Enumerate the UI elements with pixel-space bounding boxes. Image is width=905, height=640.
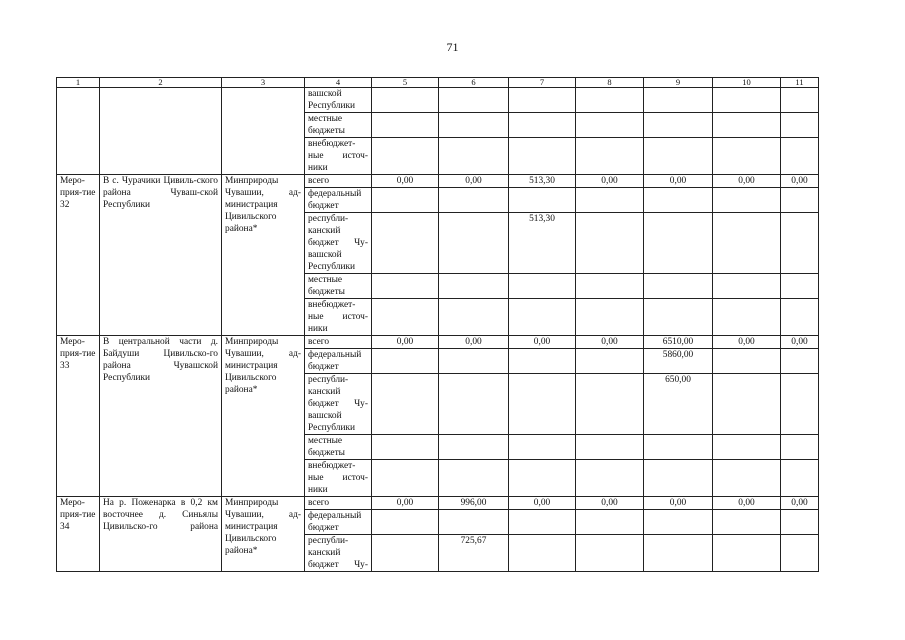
value-cell <box>439 510 509 535</box>
value-cell <box>439 113 509 138</box>
page-number: 71 <box>446 40 459 54</box>
measure-label-cell: Меро-прия-тие 32 <box>57 175 100 336</box>
value-cell <box>372 138 439 175</box>
measure-executor-cell: Минприроды Чувашии, ад-министрация Цивильского района* <box>222 497 305 572</box>
value-cell <box>781 510 819 535</box>
value-cell <box>713 188 781 213</box>
value-cell <box>439 435 509 460</box>
value-cell <box>781 299 819 336</box>
value-cell <box>372 299 439 336</box>
value-cell <box>372 535 439 572</box>
value-cell <box>576 460 644 497</box>
value-cell <box>509 138 576 175</box>
value-cell <box>439 349 509 374</box>
value-cell <box>781 274 819 299</box>
funding-source-cell: федеральный бюджет <box>305 349 372 374</box>
value-cell: 0,00 <box>576 336 644 349</box>
value-cell <box>509 510 576 535</box>
budget-table <box>56 77 819 572</box>
value-cell: 513,30 <box>509 213 576 274</box>
value-cell <box>713 435 781 460</box>
value-cell: 0,00 <box>439 336 509 349</box>
column-number: 1 <box>57 78 100 88</box>
value-cell <box>644 213 713 274</box>
value-cell <box>509 435 576 460</box>
value-cell <box>439 188 509 213</box>
funding-source-cell: местные бюджеты <box>305 435 372 460</box>
value-cell: 0,00 <box>439 175 509 188</box>
funding-source-cell: республи-канский бюджет Чу-вашской Республики <box>305 374 372 435</box>
funding-source-cell: всего <box>305 497 372 510</box>
funding-source-cell: республи-канский бюджет Чу- <box>305 535 372 572</box>
value-cell <box>781 138 819 175</box>
value-cell <box>372 374 439 435</box>
value-cell <box>372 435 439 460</box>
funding-source-cell: местные бюджеты <box>305 274 372 299</box>
value-cell <box>509 113 576 138</box>
value-cell <box>372 510 439 535</box>
funding-source-cell: всего <box>305 336 372 349</box>
value-cell <box>713 213 781 274</box>
value-cell <box>576 188 644 213</box>
value-cell <box>713 138 781 175</box>
value-cell <box>509 374 576 435</box>
value-cell <box>439 299 509 336</box>
value-cell <box>644 188 713 213</box>
value-cell <box>576 349 644 374</box>
value-cell: 0,00 <box>509 336 576 349</box>
funding-source-cell: республи-канский бюджет Чу-вашской Республики <box>305 213 372 274</box>
value-cell: 0,00 <box>644 175 713 188</box>
measure-label-cell: Меро-прия-тие 33 <box>57 336 100 497</box>
value-cell: 0,00 <box>713 336 781 349</box>
value-cell <box>781 88 819 113</box>
value-cell <box>713 510 781 535</box>
column-number: 4 <box>305 78 372 88</box>
value-cell <box>576 213 644 274</box>
column-number-row <box>57 78 819 88</box>
value-cell <box>781 535 819 572</box>
value-cell <box>713 349 781 374</box>
value-cell <box>713 113 781 138</box>
value-cell <box>576 510 644 535</box>
measure-executor-cell: Минприроды Чувашии, ад-министрация Цивильского района* <box>222 175 305 336</box>
value-cell <box>576 535 644 572</box>
value-cell <box>781 374 819 435</box>
funding-source-cell: федеральный бюджет <box>305 510 372 535</box>
value-cell: 725,67 <box>439 535 509 572</box>
value-cell <box>439 138 509 175</box>
value-cell <box>781 113 819 138</box>
value-cell <box>576 113 644 138</box>
value-cell <box>713 460 781 497</box>
funding-source-cell: местные бюджеты <box>305 113 372 138</box>
column-number: 8 <box>576 78 644 88</box>
column-number: 2 <box>100 78 222 88</box>
value-cell: 650,00 <box>644 374 713 435</box>
measure-executor-cell: Минприроды Чувашии, ад-министрация Цивильского района* <box>222 336 305 497</box>
value-cell <box>509 460 576 497</box>
measure-description-cell: На р. Поженарка в 0,2 км восточнее д. Синьялы Цивильско-го района <box>100 497 222 572</box>
value-cell: 513,30 <box>509 175 576 188</box>
funding-source-cell: всего <box>305 175 372 188</box>
value-cell <box>644 299 713 336</box>
value-cell: 0,00 <box>372 497 439 510</box>
description-cell <box>100 88 222 175</box>
value-cell <box>509 88 576 113</box>
table-body <box>57 88 819 572</box>
value-cell <box>644 138 713 175</box>
value-cell <box>576 374 644 435</box>
value-cell <box>644 510 713 535</box>
value-cell <box>576 274 644 299</box>
column-number: 6 <box>439 78 509 88</box>
value-cell: 0,00 <box>509 497 576 510</box>
value-cell <box>644 460 713 497</box>
funding-source-cell: внебюджет-ные источ-ники <box>305 460 372 497</box>
value-cell <box>372 213 439 274</box>
value-cell: 0,00 <box>372 336 439 349</box>
value-cell <box>372 274 439 299</box>
value-cell <box>439 374 509 435</box>
value-cell <box>509 188 576 213</box>
value-cell: 0,00 <box>781 175 819 188</box>
value-cell: 0,00 <box>372 175 439 188</box>
table-row <box>57 88 819 113</box>
value-cell: 0,00 <box>713 175 781 188</box>
value-cell <box>372 460 439 497</box>
value-cell: 0,00 <box>713 497 781 510</box>
value-cell <box>644 88 713 113</box>
column-number: 7 <box>509 78 576 88</box>
table-row <box>57 175 819 188</box>
value-cell <box>713 374 781 435</box>
value-cell <box>644 274 713 299</box>
value-cell: 0,00 <box>576 497 644 510</box>
value-cell <box>576 138 644 175</box>
column-number: 5 <box>372 78 439 88</box>
value-cell <box>509 535 576 572</box>
value-cell <box>509 349 576 374</box>
column-number: 3 <box>222 78 305 88</box>
value-cell <box>509 274 576 299</box>
table-row <box>57 497 819 510</box>
value-cell: 0,00 <box>644 497 713 510</box>
value-cell <box>372 188 439 213</box>
column-number: 10 <box>713 78 781 88</box>
funding-source-cell: федеральный бюджет <box>305 188 372 213</box>
value-cell <box>644 535 713 572</box>
value-cell <box>509 299 576 336</box>
measure-description-cell: В центральной части д. Байдуши Цивильско-го района Чувашской Республики <box>100 336 222 497</box>
value-cell <box>439 460 509 497</box>
measure-description-cell: В с. Чурачики Цивиль-ского района Чуваш-ской Республики <box>100 175 222 336</box>
value-cell: 996,00 <box>439 497 509 510</box>
value-cell <box>713 299 781 336</box>
value-cell <box>781 213 819 274</box>
value-cell <box>781 435 819 460</box>
value-cell: 6510,00 <box>644 336 713 349</box>
value-cell <box>713 274 781 299</box>
value-cell: 0,00 <box>576 175 644 188</box>
value-cell <box>781 188 819 213</box>
value-cell <box>576 435 644 460</box>
table-row <box>57 336 819 349</box>
value-cell <box>372 113 439 138</box>
executor-cell <box>222 88 305 175</box>
value-cell <box>372 88 439 113</box>
value-cell <box>644 435 713 460</box>
value-cell: 0,00 <box>781 497 819 510</box>
measure-label-cell <box>57 88 100 175</box>
value-cell <box>781 460 819 497</box>
column-number: 11 <box>781 78 819 88</box>
value-cell <box>372 349 439 374</box>
value-cell <box>576 88 644 113</box>
value-cell: 0,00 <box>781 336 819 349</box>
measure-label-cell: Меро-прия-тие 34 <box>57 497 100 572</box>
funding-source-cell: внебюджет-ные источ-ники <box>305 138 372 175</box>
value-cell <box>644 113 713 138</box>
column-number: 9 <box>644 78 713 88</box>
value-cell: 5860,00 <box>644 349 713 374</box>
value-cell <box>713 535 781 572</box>
funding-source-cell: внебюджет-ные источ-ники <box>305 299 372 336</box>
value-cell <box>439 88 509 113</box>
value-cell <box>439 213 509 274</box>
value-cell <box>713 88 781 113</box>
value-cell <box>781 349 819 374</box>
value-cell <box>576 299 644 336</box>
funding-source-cell: вашской Республики <box>305 88 372 113</box>
value-cell <box>439 274 509 299</box>
